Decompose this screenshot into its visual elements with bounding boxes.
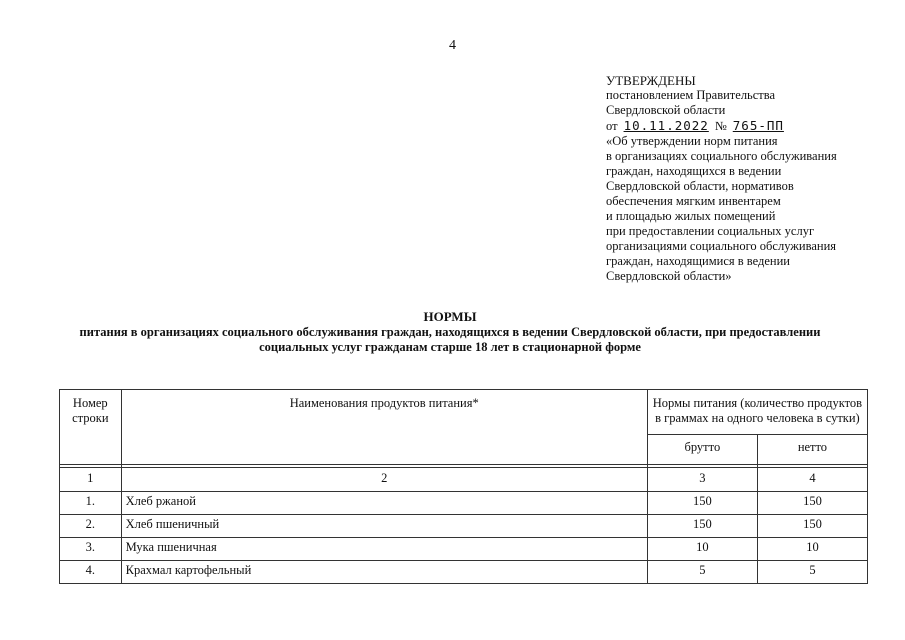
net-value: 150 — [757, 515, 867, 538]
quote-line: и площадью жилых помещений — [606, 209, 776, 223]
header-net: нетто — [757, 435, 867, 465]
gross-value: 150 — [647, 515, 757, 538]
quote-line: при предоставлении социальных услуг — [606, 224, 815, 238]
table-row — [60, 538, 868, 561]
approval-number: 765-ПП — [732, 118, 784, 133]
table-row — [60, 492, 868, 515]
column-number: 1 — [60, 468, 122, 492]
quote-line: организациями социального обслуживания — [606, 239, 837, 253]
date-prefix: от — [606, 119, 618, 133]
quote-line: граждан, находящихся в ведении — [606, 164, 782, 178]
column-number: 3 — [647, 468, 757, 492]
approval-line: постановлением Правительства — [606, 88, 776, 102]
row-number: 4. — [60, 561, 122, 584]
product-name: Хлеб ржаной — [121, 492, 647, 515]
approval-heading: УТВЕРЖДЕНЫ — [606, 73, 696, 88]
header-product-name: Наименования продуктов питания* — [121, 390, 647, 465]
table-row — [60, 561, 868, 584]
approval-block — [606, 73, 896, 284]
gross-value: 5 — [647, 561, 757, 584]
net-value: 5 — [757, 561, 867, 584]
document-title-block — [40, 309, 860, 356]
header-norms: Нормы питания (количество продуктов в граммах на одного человека в сутки) — [647, 390, 867, 435]
quote-line: обеспечения мягким инвентарем — [606, 194, 781, 208]
gross-value: 150 — [647, 492, 757, 515]
page-number: 4 — [449, 38, 456, 53]
gross-value: 10 — [647, 538, 757, 561]
header-row-number: Номер строки — [60, 390, 122, 465]
row-number: 3. — [60, 538, 122, 561]
subtitle-line: социальных услуг гражданам старше 18 лет в стационарной форме — [259, 340, 641, 354]
header-gross: брутто — [647, 435, 757, 465]
approval-date-line — [606, 118, 896, 134]
row-number: 1. — [60, 492, 122, 515]
row-number: 2. — [60, 515, 122, 538]
product-name: Крахмал картофельный — [121, 561, 647, 584]
approval-date: 10.11.2022 — [623, 118, 709, 133]
table-row — [60, 515, 868, 538]
column-number: 2 — [121, 468, 647, 492]
quote-line: в организациях социального обслуживания — [606, 149, 837, 163]
document-title: НОРМЫ — [423, 309, 477, 324]
norms-table — [59, 389, 868, 584]
net-value: 150 — [757, 492, 867, 515]
quote-line: граждан, находящимися в ведении — [606, 254, 790, 268]
table-header-row — [60, 390, 868, 435]
subtitle-line: питания в организациях социального обслуживания граждан, находящихся в ведении Свердловской области, при предоставлении — [79, 324, 821, 339]
quote-line: Свердловской области» — [606, 269, 732, 283]
approval-line: Свердловской области — [606, 103, 726, 117]
product-name: Хлеб пшеничный — [121, 515, 647, 538]
column-number: 4 — [757, 468, 867, 492]
net-value: 10 — [757, 538, 867, 561]
quote-line: Свердловской области, нормативов — [606, 179, 794, 193]
product-name: Мука пшеничная — [121, 538, 647, 561]
number-prefix: № — [714, 119, 727, 133]
column-number-row — [60, 468, 868, 492]
quote-line: «Об утверждении норм питания — [606, 134, 778, 148]
